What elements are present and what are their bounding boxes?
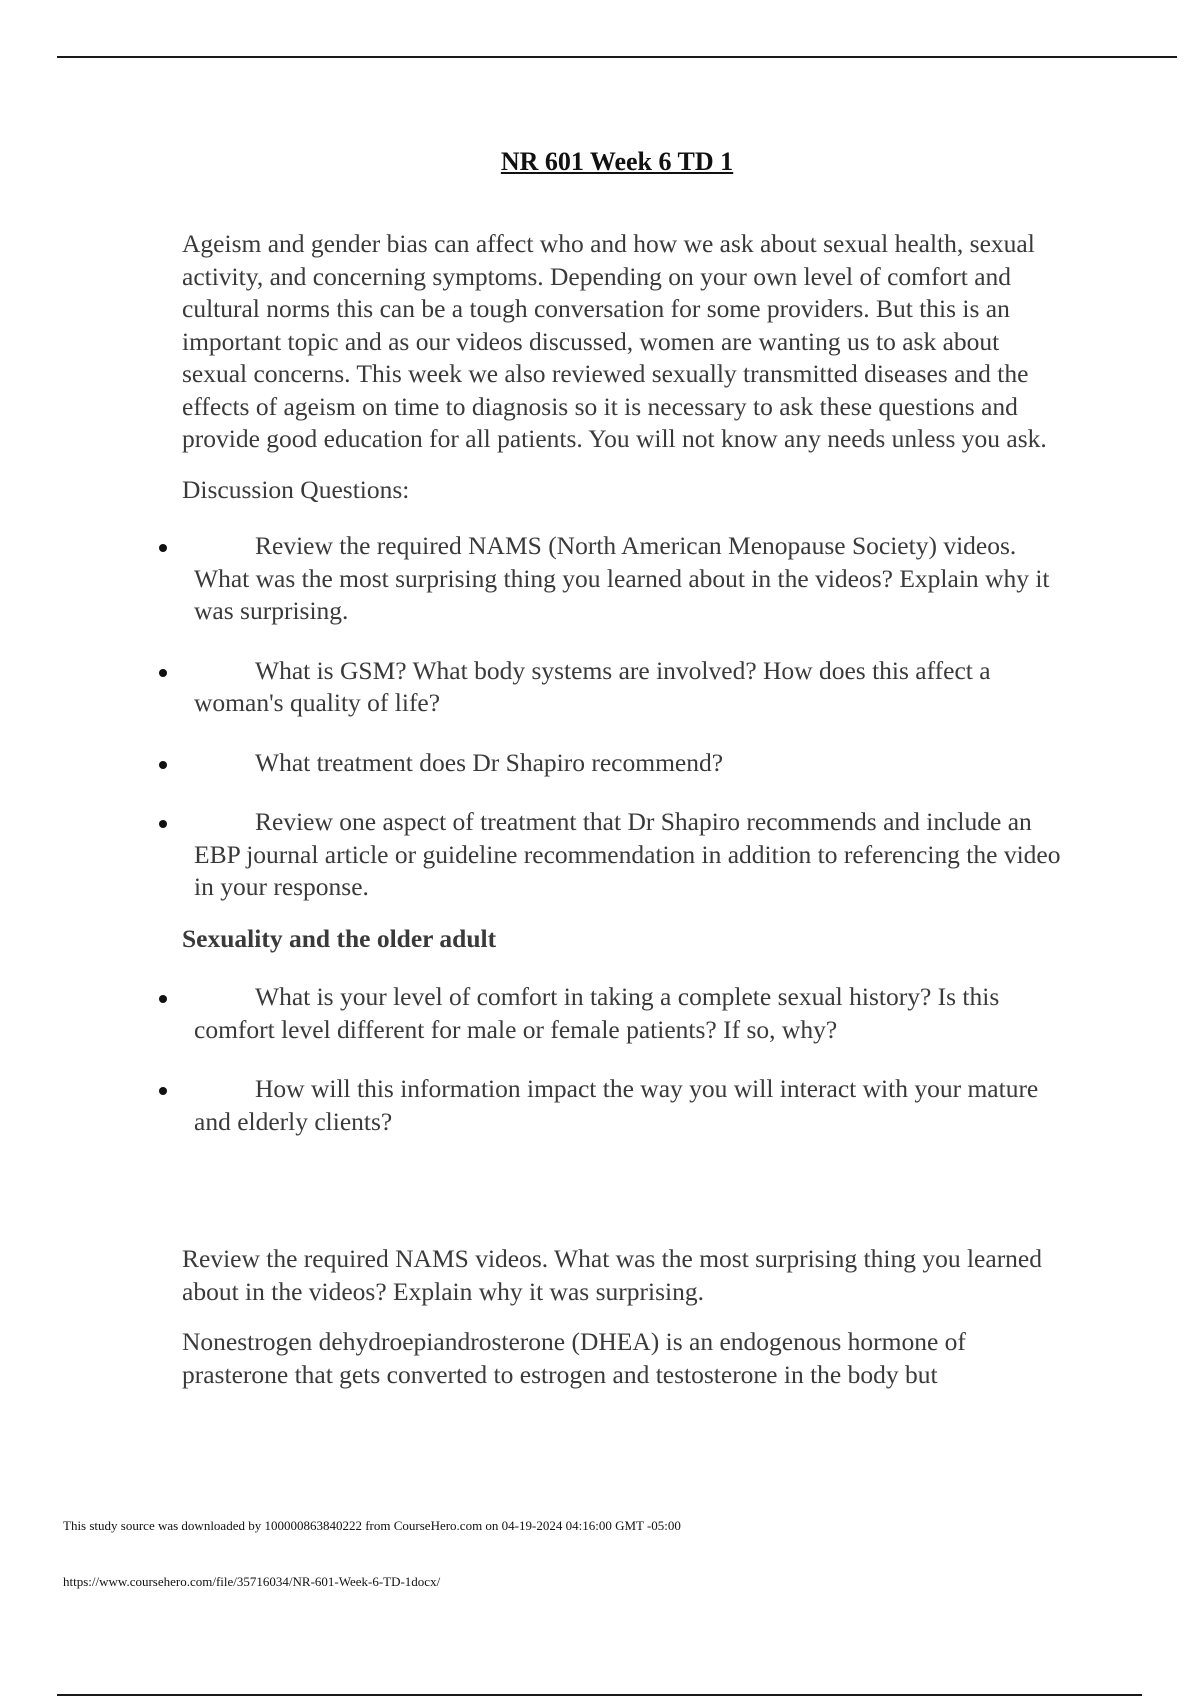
older-adult-questions-list <box>182 981 1062 1138</box>
document-title: NR 601 Week 6 TD 1 <box>500 147 734 176</box>
download-notice: This study source was downloaded by 100000863840222 from CourseHero.com on 04-19-2024 04:16:00 GMT -05:00 <box>63 1518 681 1533</box>
list-item <box>182 981 1062 1046</box>
list-item <box>182 530 1062 628</box>
answer-prompt: Review the required NAMS videos. What was the most surprising thing you learned about in the videos? Explain why it was surprising. <box>182 1244 1043 1306</box>
bullet-icon <box>159 544 167 552</box>
intro-paragraph: Ageism and gender bias can affect who and how we ask about sexual health, sexual activity, and concerning symptoms. Depending on your own level of comfort and cultural norms this can be a tough conversation for some providers. But this is an important topic and as our videos discussed, women are wanting us to ask about sexual concerns. This week we also reviewed sexually transmitted diseases and the effects of ageism on time to diagnosis so it is necessary to ask these questions and provide good education for all patients. You will not know any needs unless you ask. <box>182 229 1047 453</box>
question-text: How will this information impact the way you will interact with your mature and elderly clients? <box>194 1074 1039 1136</box>
bullet-icon <box>159 761 167 769</box>
list-item <box>182 655 1062 720</box>
question-text: What is GSM? What body systems are involved? How does this affect a woman's quality of life? <box>194 655 991 717</box>
spacer <box>182 1165 1062 1243</box>
answer-paragraph: Nonestrogen dehydroepiandrosterone (DHEA) is an endogenous hormone of prasterone that gets converted to estrogen and testosterone in the body but <box>182 1327 966 1389</box>
question-text: Review the required NAMS (North American Menopause Society) videos. What was the most surprising thing you learned about in the videos? Explain why it was surprising. <box>194 531 1050 625</box>
list-item <box>182 747 1062 780</box>
list-item <box>182 806 1062 904</box>
bullet-icon <box>159 820 167 828</box>
bullet-icon <box>159 1087 167 1095</box>
source-url[interactable]: https://www.coursehero.com/file/35716034/NR-601-Week-6-TD-1docx/ <box>63 1574 441 1589</box>
bullet-icon <box>159 995 167 1003</box>
question-text: What is your level of comfort in taking a complete sexual history? Is this comfort level different for male or female patients? If so, why? <box>194 982 1000 1044</box>
top-rule <box>57 56 1177 58</box>
discussion-questions-label: Discussion Questions: <box>182 474 410 504</box>
document-body <box>182 228 1062 1409</box>
question-text: What treatment does Dr Shapiro recommend? <box>255 747 724 777</box>
bottom-rule <box>57 1694 1142 1696</box>
list-item <box>182 1073 1062 1138</box>
discussion-questions-list <box>182 530 1062 904</box>
question-text: Review one aspect of treatment that Dr Shapiro recommends and include an EBP journal article or guideline recommendation in addition to referencing the video in your response. <box>194 807 1061 901</box>
bullet-icon <box>159 669 167 677</box>
section-subheading: Sexuality and the older adult <box>182 923 497 953</box>
